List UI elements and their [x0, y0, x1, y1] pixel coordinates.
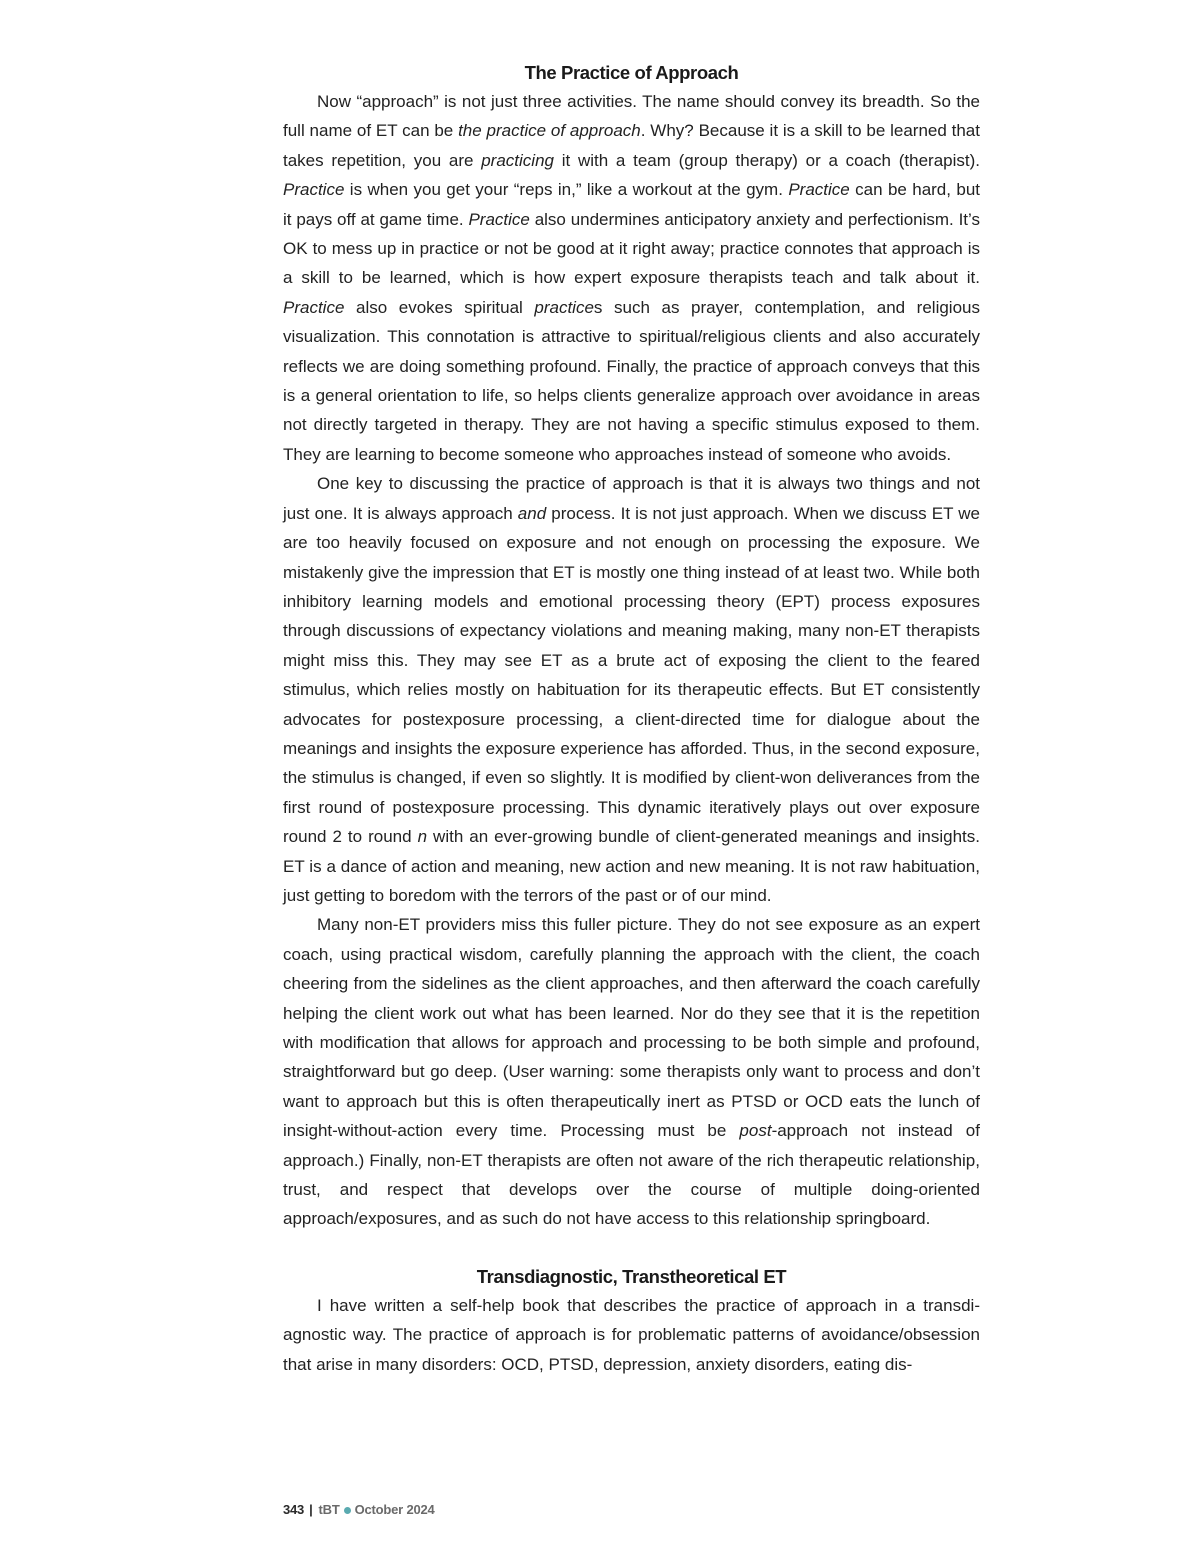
- paragraph-text: -approach not instead of approach.) Finally, non-ET therapists are often not aware of the rich therapeutic relationship, trust, and respect that develops over the course of multiple doing-oriented approach/exposures, and as such do not have access to this relationship springboard.: [283, 1121, 980, 1229]
- italic-text: n: [417, 827, 428, 847]
- paragraph-text: I have written a self-help book that describes the practice of approach in a transdiagnostic way. The practice of approach is for problematic patterns of avoidance/obsession that arise in many disorders: OCD, PTSD, depression, anxiety disorders, eating dis-: [283, 1295, 980, 1374]
- text-column: [283, 58, 980, 1379]
- page-number: 343: [283, 1502, 305, 1517]
- section-heading: Transdiagnostic, Transtheoretical ET: [476, 1265, 787, 1287]
- paragraph-text: it with a team (group therapy) or a coach (therapist).: [553, 150, 980, 170]
- paragraph-text: One key to discussing the practice of approach is that it is always two things and not just one. It is always approach: [283, 474, 980, 523]
- issue-date: October 2024: [354, 1502, 435, 1517]
- paragraph-text: . Why? Because it is a skill to be learned that takes repetition, you are: [283, 121, 980, 170]
- page-footer: [283, 1502, 435, 1517]
- italic-text: Practice: [283, 297, 345, 317]
- italic-text: post: [739, 1121, 772, 1141]
- paragraph-text: with an ever-growing bundle of client-generated meanings and insights. ET is a dance of action and meaning, new action and new meaning. It is not raw habituation, just getting to boredom with the terrors of the past or of our mind.: [283, 827, 980, 905]
- italic-text: and: [517, 503, 547, 523]
- paragraph-text: process. It is not just approach. When we discuss ET we are too heavily focused on exposure and not enough on processing the exposure. We mistakenly give the impression that ET is mostly one thing instead of at least two. While both inhibitory learning models and emotional processing theory (EPT) process exposures through discussions of expectancy violations and meaning making, many non-ET therapists might miss this. They may see ET as a brute act of exposing the client to the feared stimulus, which relies mostly on habituation for its therapeutic effects. But ET consistently advocates for postexposure processing, a client-directed time for dialogue about the meanings and insights the exposure experience has afforded. Thus, in the second exposure, the stimulus is changed, if even so slightly. It is modified by client-won deliverances from the first round of postexposure processing. This dynamic iteratively plays out over exposure round 2 to round: [283, 503, 980, 847]
- paragraph-text: also evokes spiritual: [344, 297, 535, 317]
- section-body: [283, 1291, 980, 1379]
- italic-text: Practice: [283, 180, 345, 200]
- italic-text: practice: [534, 297, 594, 317]
- paragraph-text: can be hard, but it pays off at game time.: [283, 180, 981, 229]
- section-body: [283, 87, 980, 1234]
- paragraph-text: is when you get your “reps in,” like a workout at the gym.: [344, 180, 789, 200]
- section-heading: The Practice of Approach: [524, 62, 739, 83]
- paragraph-text: Now “approach” is not just three activities. The name should convey its breadth. So the full name of ET can be: [283, 92, 980, 141]
- body-paragraph: [283, 1291, 980, 1379]
- italic-text: Practice: [468, 209, 530, 229]
- publication-name: tBT: [318, 1502, 340, 1517]
- body-paragraph: [283, 469, 980, 910]
- italic-text: the practice of approach: [458, 121, 641, 141]
- italic-text: practicing: [481, 150, 554, 170]
- body-paragraph: [283, 910, 980, 1233]
- paragraph-text: also undermines anticipatory anxiety and perfectionism. It’s OK to mess up in practice or not be good at it right away; practice connotes that approach is a skill to be learned, which is how expert exposure therapists teach and talk about it.: [283, 209, 980, 288]
- footer-separator: |: [309, 1502, 313, 1517]
- italic-text: Practice: [788, 180, 850, 200]
- paragraph-text: s such as prayer, contemplation, and religious visualization. This connotation is attractive to spiritual/religious clients and also accurately reflects we are doing something profound. Finally, the practice of approach conveys that this is a general orientation to life, so helps clients generalize approach over avoidance in areas not directly targeted in therapy. They are not having a specific stimulus exposed to them. They are learning to become someone who approaches instead of someone who avoids.: [283, 297, 980, 464]
- paragraph-text: Many non-ET providers miss this fuller picture. They do not see exposure as an expert coach, using practical wisdom, carefully planning the approach with the client, the coach cheering from the sidelines as the client approaches, and then afterward the coach carefully helping the client work out what has been learned. Nor do they see that it is the repetition with modification that allows for approach and processing to be both simple and profound, straightforward but go deep. (User warning: some therapists only want to process and don’t want to approach but this is often therapeutically inert as PTSD or OCD eats the lunch of insight-without-action every time. Processing must be: [283, 915, 980, 1141]
- body-paragraph: [283, 87, 980, 469]
- bullet-dot-icon: [344, 1507, 351, 1514]
